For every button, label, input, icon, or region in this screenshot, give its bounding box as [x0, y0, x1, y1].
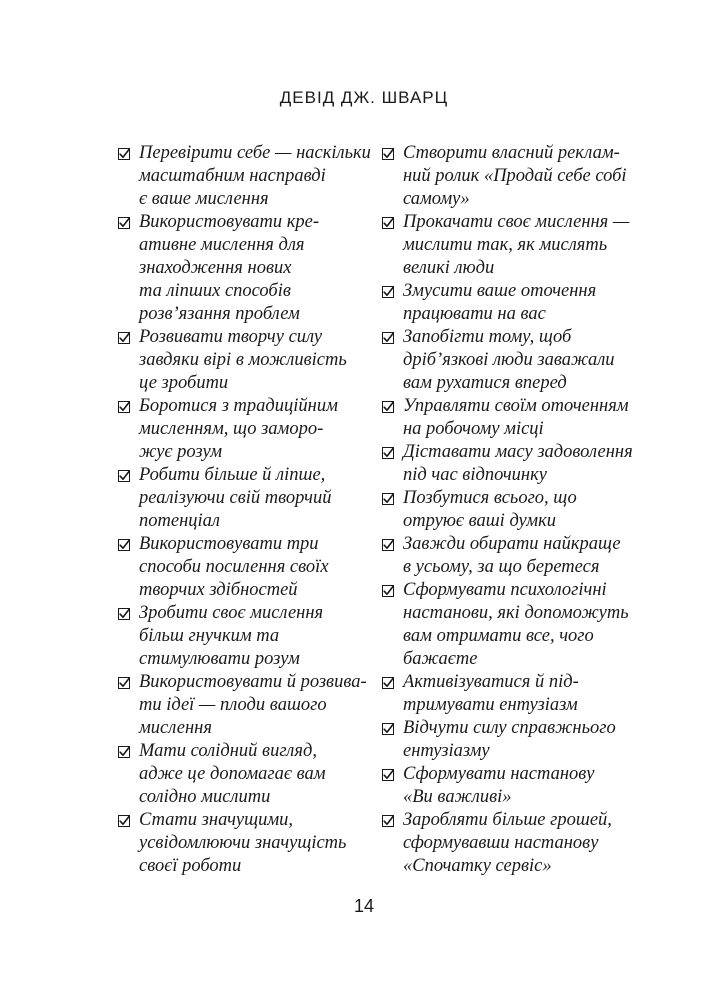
checklist-item-line: дріб’язкові люди заважали: [403, 350, 615, 370]
checklist-item-text: [139, 602, 323, 671]
checklist-item-line: Позбутися всього, що: [403, 488, 577, 508]
checked-box-icon: [382, 677, 394, 689]
checklist-item-line: є ваше мислення: [139, 189, 269, 209]
checklist-item-text: [139, 395, 338, 464]
checklist-item-line: розв’язання проблем: [139, 304, 300, 324]
checked-box-icon: [118, 746, 130, 758]
checklist-item-text: [139, 809, 346, 878]
checklist-item-line: Активізуватися й під-: [403, 672, 579, 692]
checklist-item-line: Діставати масу задоволення: [403, 442, 633, 462]
checklist-item-line: та ліпших способів: [139, 281, 291, 301]
checked-box-icon: [382, 148, 394, 160]
checklist-item: [382, 533, 644, 579]
checklist-item: [118, 740, 380, 809]
checklist-item-line: тримувати ентузіазм: [403, 695, 578, 715]
checklist-item-line: бажаєте: [403, 649, 478, 669]
checked-box-icon: [118, 539, 130, 551]
checklist-item-line: усвідомлюючи значущість: [139, 833, 347, 853]
checklist-item-line: ний ролик «Продай себе собі: [403, 166, 627, 186]
checklist-item-line: Відчути силу справжнього: [403, 718, 616, 738]
checklist-item-line: завдяки вірі в можливість: [139, 350, 347, 370]
checklist-item: [118, 142, 380, 211]
checklist-item-line: великі люди: [403, 258, 495, 278]
checklist-item-line: вам отримати все, чого: [403, 626, 594, 646]
checklist-item-line: Створити власний реклам-: [403, 143, 620, 163]
checklist-item-line: способи посилення своїх: [139, 557, 329, 577]
checklist-item-text: [139, 740, 326, 809]
checklist-item-line: на робочому місці: [403, 419, 544, 439]
checklist-item-line: ти ідеї — плоди вашого: [139, 695, 327, 715]
checklist-item-line: Перевірити себе — наскільки: [139, 143, 371, 163]
checklist-item: [382, 211, 644, 280]
checklist-item-text: [139, 211, 319, 326]
checklist-item: [382, 671, 644, 717]
checklist-item: [382, 280, 644, 326]
checked-box-icon: [382, 332, 394, 344]
checklist-item: [118, 395, 380, 464]
checklist-item-line: Завжди обирати найкраще: [403, 534, 621, 554]
checklist-item: [382, 809, 644, 878]
checklist-item-text: [403, 717, 616, 763]
checklist-item-line: Робити більше й ліпше,: [139, 465, 326, 485]
checklist-item-line: солідно мислити: [139, 787, 271, 807]
checklist-item: [382, 326, 644, 395]
checklist-item-line: «Ви важливі»: [403, 787, 512, 807]
checklist-item-text: [139, 533, 329, 602]
checklist-item-text: [403, 326, 615, 395]
checklist-item-text: [403, 671, 579, 717]
checked-box-icon: [382, 815, 394, 827]
checklist-item-line: самому»: [403, 189, 470, 209]
checked-box-icon: [382, 401, 394, 413]
checklist-item: [118, 671, 380, 740]
checklist-item-line: Змусити ваше оточення: [403, 281, 597, 301]
checklist-item-text: [403, 395, 629, 441]
checklist-item-line: Запобігти тому, щоб: [403, 327, 572, 347]
checked-box-icon: [118, 608, 130, 620]
checklist-item-line: творчих здібностей: [139, 580, 298, 600]
checklist-item-line: «Спочатку сервіс»: [403, 856, 552, 876]
checklist-item-line: під час відпочинку: [403, 465, 547, 485]
checklist-item: [382, 395, 644, 441]
checklist-item-line: Використовувати три: [139, 534, 319, 554]
checklist-item-line: реалізуючи свій творчий: [139, 488, 332, 508]
checked-box-icon: [118, 332, 130, 344]
page-number: 14: [353, 896, 375, 916]
checklist-item-text: [403, 280, 596, 326]
checklist-left-column: [118, 142, 380, 878]
checklist-item-line: настанови, які допоможуть: [403, 603, 629, 623]
checklist-item-text: [403, 441, 633, 487]
checklist-item-line: знаходження нових: [139, 258, 292, 278]
checked-box-icon: [118, 401, 130, 413]
checklist-item: [382, 487, 644, 533]
checklist-item-line: більш гнучким та: [139, 626, 280, 646]
checklist-item-line: своєї роботи: [139, 856, 242, 876]
checked-box-icon: [382, 217, 394, 229]
checklist-item-line: в усьому, за що беретеся: [403, 557, 600, 577]
checklist-item-line: Управляти своїм оточенням: [403, 396, 629, 416]
checked-box-icon: [118, 217, 130, 229]
checklist-item-line: Прокачати своє мислення —: [403, 212, 630, 232]
checklist-item: [382, 142, 644, 211]
checklist-item-line: Стати значущими,: [139, 810, 294, 830]
checklist-item-line: потенціал: [139, 511, 220, 531]
checklist-item: [118, 211, 380, 326]
checklist-item-line: мисленням, що заморо-: [139, 419, 324, 439]
checklist-item: [382, 579, 644, 671]
checklist-item-line: адже це допомагає вам: [139, 764, 326, 784]
checklist-item: [382, 763, 644, 809]
checklist-item: [118, 809, 380, 878]
checklist-item-text: [139, 671, 367, 740]
checklist-item-line: Мати солідний вигляд,: [139, 741, 317, 761]
checklist-item-line: масштабним насправді: [139, 166, 326, 186]
running-header: ДЕВІД ДЖ. ШВАРЦ: [279, 88, 449, 107]
checklist-item-line: мислення: [139, 718, 212, 738]
checklist-item-line: ентузіазму: [403, 741, 490, 761]
checklist-item-text: [403, 579, 629, 671]
checked-box-icon: [382, 286, 394, 298]
checked-box-icon: [118, 815, 130, 827]
checked-box-icon: [382, 447, 394, 459]
checklist-item-line: сформувавши настанову: [403, 833, 599, 853]
checklist-item-text: [403, 533, 621, 579]
checklist-item: [118, 602, 380, 671]
checklist-item-text: [139, 326, 347, 395]
checklist-item: [382, 717, 644, 763]
checklist-item-line: отруює ваші думки: [403, 511, 557, 531]
checked-box-icon: [382, 585, 394, 597]
checklist-item-text: [403, 487, 577, 533]
checklist-item-line: Сформувати психологічні: [403, 580, 607, 600]
checked-box-icon: [382, 769, 394, 781]
checklist-item-line: Використовувати кре-: [139, 212, 319, 232]
checked-box-icon: [382, 539, 394, 551]
checklist-item-line: Боротися з традиційним: [139, 396, 338, 416]
checklist-item-line: Зробити своє мислення: [139, 603, 324, 623]
checklist-item-line: вам рухатися вперед: [403, 373, 567, 393]
checklist-item: [118, 326, 380, 395]
checklist-item-line: Розвивати творчу силу: [139, 327, 323, 347]
checklist-item-line: Використовувати й розвива-: [139, 672, 367, 692]
checklist-item-line: ативне мислення для: [139, 235, 305, 255]
checklist-item-text: [403, 142, 627, 211]
checked-box-icon: [118, 470, 130, 482]
checklist-item-line: працювати на вас: [403, 304, 546, 324]
checklist-item-text: [403, 211, 629, 280]
checked-box-icon: [382, 723, 394, 735]
checked-box-icon: [118, 677, 130, 689]
checklist-item-text: [403, 763, 595, 809]
checklist-item-line: стимулювати розум: [139, 649, 300, 669]
checklist-item-line: Сформувати настанову: [403, 764, 595, 784]
checklist-item-text: [139, 464, 331, 533]
checklist-item: [118, 533, 380, 602]
checklist-item: [382, 441, 644, 487]
checklist-item-line: мислити так, як мислять: [403, 235, 608, 255]
checklist-item-text: [403, 809, 612, 878]
checklist-item-line: це зробити: [139, 373, 229, 393]
checklist-item-text: [139, 142, 371, 211]
checked-box-icon: [118, 148, 130, 160]
checklist-right-column: [382, 142, 644, 878]
checklist-item-line: Заробляти більше грошей,: [403, 810, 612, 830]
checklist-item: [118, 464, 380, 533]
checked-box-icon: [382, 493, 394, 505]
checklist-item-line: жує розум: [139, 442, 223, 462]
